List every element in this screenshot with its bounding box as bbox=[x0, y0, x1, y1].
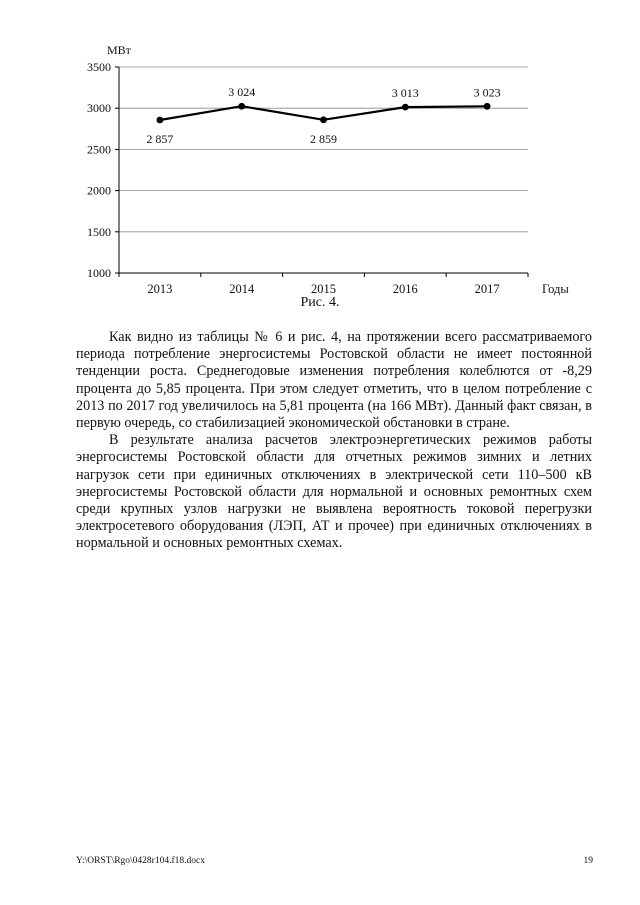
y-axis-label: МВт bbox=[107, 43, 131, 57]
data-point-2016 bbox=[402, 104, 409, 111]
data-point-2013 bbox=[157, 117, 164, 124]
y-tick-label-2500: 2500 bbox=[87, 142, 111, 157]
paragraph-analysis: Как видно из таблицы № 6 и рис. 4, на протяжении всего рассматриваемого периода потребление энергосистемы Ростовской области не имеет постоянной тенденции роста. Среднегодовые изменения потребления колеблются от -8,29 процента до 5,85 процента. При этом следует отметить, что в целом потребление с 2013 по 2017 год увеличилось на 5,81 процента (на 166 МВт). Данный факт связан, в первую очередь, со стабилизацией экономической обстановки в стране. bbox=[76, 329, 592, 432]
x-tick-label-2015: 2015 bbox=[311, 282, 336, 296]
y-tick-label-1000: 1000 bbox=[87, 266, 111, 280]
data-label-2015: 2 859 bbox=[310, 131, 337, 146]
y-tick-label-2000: 2000 bbox=[87, 183, 111, 198]
y-tick-labels bbox=[87, 60, 111, 280]
axes bbox=[115, 67, 528, 277]
y-tick-label-3000: 3000 bbox=[87, 101, 111, 116]
body-text bbox=[76, 329, 592, 553]
data-label-2014: 3 024 bbox=[228, 85, 256, 100]
x-tick-label-2016: 2016 bbox=[392, 282, 418, 296]
figure-caption: Рис. 4. bbox=[300, 295, 340, 310]
data-label-2013: 2 857 bbox=[146, 131, 174, 146]
paragraph-results: В результате анализа расчетов электроэнергетических режимов работы энергосистемы Ростовской области для отчетных режимов зимних и летних нагрузок сети при единичных отключениях в электрической сети 110–500 кВ энергосистемы Ростовской области для нормальной и основных ремонтных схем среди крупных узлов нагрузки не выявлена вероятность токовой перегрузки электросетевого оборудования (ЛЭП, АТ и прочее) при единичных отключениях в нормальной и основных ремонтных схемах. bbox=[76, 432, 592, 552]
x-tick-label-2017: 2017 bbox=[474, 282, 500, 296]
page-number: 19 bbox=[583, 856, 593, 866]
footer-file-path: Y:\ORST\Rgo\0428r104.f18.docx bbox=[76, 856, 205, 866]
data-label-2017: 3 023 bbox=[473, 85, 501, 100]
data-labels bbox=[146, 85, 500, 146]
consumption-line-chart bbox=[0, 0, 640, 300]
data-label-2016: 3 013 bbox=[391, 86, 419, 101]
grid-lines bbox=[119, 67, 528, 232]
x-tick-labels bbox=[147, 282, 499, 296]
x-tick-label-2014: 2014 bbox=[229, 282, 255, 296]
x-tick-label-2013: 2013 bbox=[147, 282, 173, 296]
y-tick-label-1500: 1500 bbox=[87, 224, 111, 239]
data-point-2017 bbox=[484, 103, 491, 110]
data-point-2014 bbox=[238, 103, 245, 110]
x-axis-label: Годы bbox=[542, 282, 569, 296]
y-tick-label-3500: 3500 bbox=[87, 60, 111, 74]
data-point-2015 bbox=[320, 116, 327, 123]
